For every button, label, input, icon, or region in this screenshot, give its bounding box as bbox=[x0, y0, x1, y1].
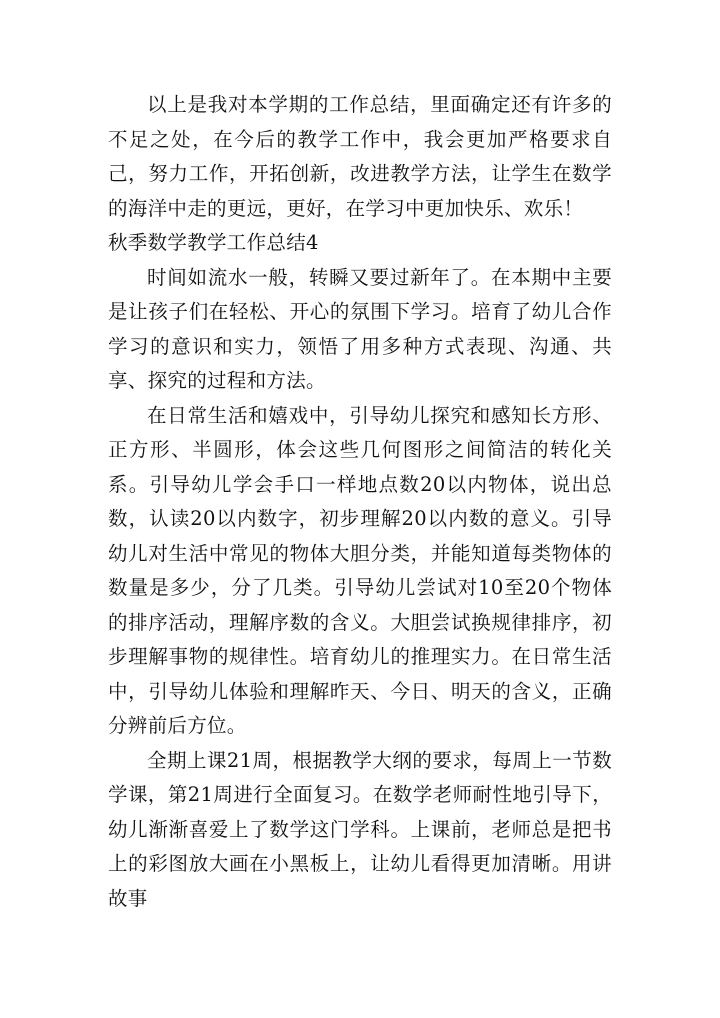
paragraph-intro: 时间如流水一般，转瞬又要过新年了。在本期中主要是让孩子们在轻松、开心的氛围下学习。培育了幼儿合作学习的意识和实力，领悟了用多种方式表现、沟通、共享、探究的过程和方法。 bbox=[108, 265, 612, 392]
paragraph-summary-closing: 以上是我对本学期的工作总结，里面确定还有许多的不足之处，在今后的教学工作中，我会更加严格要求自己，努力工作，开拓创新，改进教学方法，让学生在数学的海洋中走的更远，更好，在学习中更加快乐、欢乐！ bbox=[108, 93, 612, 220]
paragraph-schedule: 全期上课21周，根据教学大纲的要求，每周上一节数学课，第21周进行全面复习。在数学老师耐性地引导下，幼儿渐渐喜爱上了数学这门学科。上课前，老师总是把书上的彩图放大画在小黑板上，让幼儿看得更加清晰。用讲故事 bbox=[108, 748, 612, 910]
section-heading: 秋季数学教学工作总结4 bbox=[108, 231, 319, 254]
paragraph-activities: 在日常生活和嬉戏中，引导幼儿探究和感知长方形、正方形、半圆形，体会这些几何图形之间简洁的转化关系。引导幼儿学会手口一样地点数20以内物体，说出总数，认读20以内数字，初步理解20以内数的意义。引导幼儿对生活中常见的物体大胆分类，并能知道每类物体的数量是多少，分了几类。引导幼儿尝试对10至20个物体的排序活动，理解序数的含义。大胆尝试换规律排序，初步理解事物的规律性。培育幼儿的推理实力。在日常生活中，引导幼儿体验和理解昨天、今日、明天的含义，正确分辨前后方位。 bbox=[108, 403, 612, 737]
document-body bbox=[108, 88, 612, 916]
